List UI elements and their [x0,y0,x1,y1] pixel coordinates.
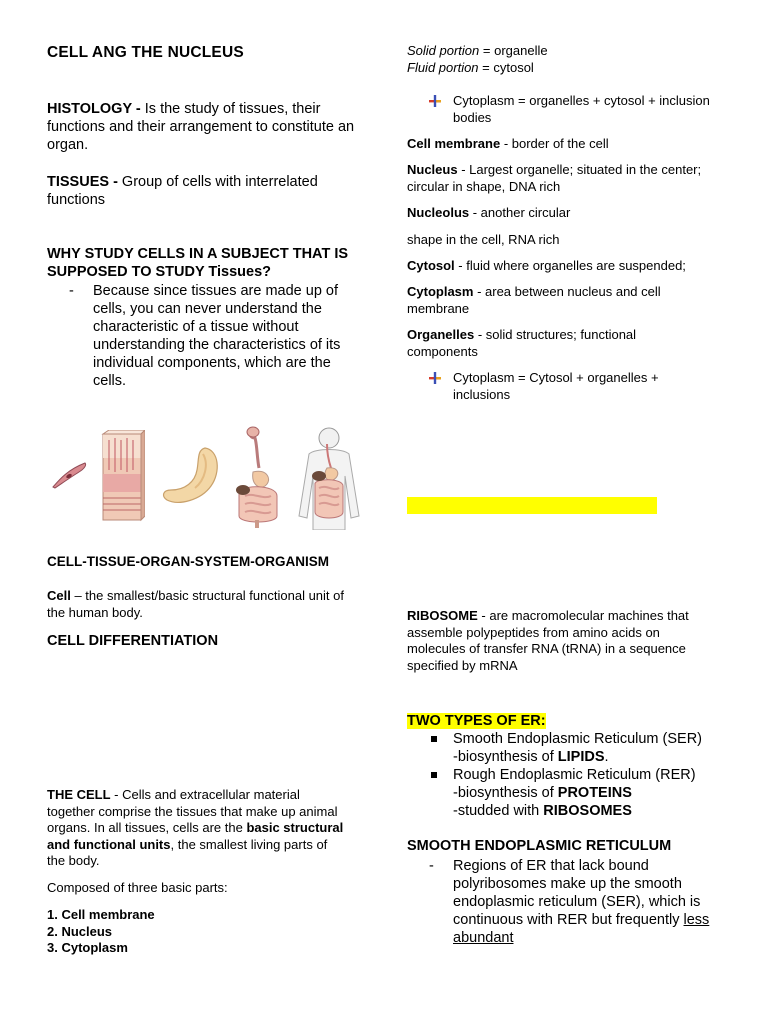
list-item: 1. Cell membrane [47,907,155,922]
rer-studded [453,802,733,820]
rer-function-text: -biosynthesis of [453,785,558,801]
composed-of-text: Composed of three basic parts: [47,880,228,895]
rer-function [453,784,733,802]
ser-function-text: -biosynthesis of [453,749,558,765]
fluid-portion-line [407,60,534,77]
definition-item [407,136,727,153]
ribosome-paragraph [407,608,722,674]
definition-term: Nucleolus [407,205,470,220]
ser-heading: SMOOTH ENDOPLASMIC RETICULUM [407,838,672,854]
histology-definition: Is the study of tissues, their functions and their arrangement to constitute an organ. [47,101,355,153]
histology-paragraph [47,100,362,154]
definition-text: - border of the cell [500,136,609,151]
square-bullet-icon [431,772,437,778]
ser-description [453,857,723,947]
list-item [407,730,732,770]
why-study-heading: WHY STUDY CELLS IN A SUBJECT THAT IS SUPPOSED TO STUDY Tissues? [47,246,349,280]
ser-description-text: Regions of ER that lack bound polyribosomes make up the smooth endoplasmic reticulum (SER), which is continuous with RER but frequently [453,858,701,928]
the-cell-paragraph [47,787,347,870]
dash-marker: - [429,858,434,874]
cell-definition [47,588,362,621]
tissues-definition: Group of cells with interrelated functions [47,174,318,208]
rer-studded-text: -studded with [453,803,544,819]
tissues-paragraph [47,173,347,209]
dash-marker: - [69,283,74,299]
bullet-text: Cytoplasm = organelles + cytosol + inclusion bodies [453,93,710,125]
fluid-portion-label: Fluid portion [407,60,479,75]
why-study-list [47,282,367,392]
definition-item [407,258,727,275]
definition-item [407,162,702,195]
tissue-block-illustration [101,430,145,522]
tissues-term: TISSUES - [47,174,118,190]
definition-text: - fluid where organelles are suspended; [454,258,686,273]
ser-function-period: . [604,749,609,765]
ribosome-definition: - are macromolecular machines that assemble polypeptides from amino acids on molecules of transfer RNA (tRNA) in a sequence specified by mRNA [407,608,689,673]
list-item: 2. Nucleus [47,923,113,939]
definition-item [407,205,727,222]
definition-term: Cell membrane [407,136,501,151]
er-types-heading-text: TWO TYPES OF ER: [407,713,546,729]
list-item [407,370,727,404]
the-cell-text-2: , the smallest living parts of the body. [47,836,328,868]
bullet-text: Cytoplasm = Cytosol + organelles + inclusions [453,370,659,402]
ser-title: Smooth Endoplasmic Reticulum (SER) [453,731,703,747]
er-types-heading [407,712,546,730]
definition-term: Cytoplasm [407,284,474,299]
solid-portion-label: Solid portion [407,43,480,58]
definition-text: - another circular [469,205,571,220]
list-item [407,766,732,822]
solid-portion-line [407,43,548,60]
page-title: CELL ANG THE NUCLEUS [47,44,244,61]
list-item: 3. Cytoplasm [47,940,128,955]
definition-term: Organelles [407,327,475,342]
definition-text: - Largest organelle; situated in the center; circular in shape, DNA rich [407,162,702,194]
definition-term: Cytosol [407,258,455,273]
rer-title: Rough Endoplasmic Reticulum (RER) [453,767,696,783]
ser-description-underlined: less abundant [453,912,710,946]
square-bullet-icon [431,736,437,742]
histology-term: HISTOLOGY - [47,101,141,117]
ser-function-bold: LIPIDS [557,749,605,765]
cell-definition-text: – the smallest/basic structural functional unit of the human body. [47,588,344,620]
definition-item [407,284,707,317]
cell-differentiation-heading: CELL DIFFERENTIATION [47,633,219,649]
the-cell-text-1: - Cells and extracellular material together comprise the tissues that make up animal organs. In all tissues, cells are the [47,787,338,835]
definition-text: shape in the cell, RNA rich [407,232,560,247]
definition-text: - area between nucleus and cell membrane [407,284,661,316]
stomach-organ-illustration [159,444,225,508]
the-cell-bold-text: basic structural and functional units [47,820,344,852]
ser-description-list [407,857,732,952]
human-body-organism-illustration [293,426,365,530]
why-study-text: Because since tissues are made up of cells, you can never understand the characteristic of a tissue without understanding the characteristics of its individual components, which are the cells. [93,283,341,389]
solid-portion-value: = organelle [479,43,548,58]
illustration-row [51,424,367,530]
the-cell-term: THE CELL [47,787,111,802]
list-item [407,93,727,127]
definition-item [407,327,687,360]
rer-function-bold: PROTEINS [557,785,632,801]
hierarchy-heading: CELL-TISSUE-ORGAN-SYSTEM-ORGANISM [47,554,329,569]
fluid-portion-value: = cytosol [478,60,534,75]
cell-parts-list [47,907,155,957]
ser-function [453,748,733,766]
cell-illustration [51,460,89,490]
digestive-system-illustration [233,424,283,530]
definition-item [407,232,727,249]
cell-term: Cell [47,588,71,603]
rer-studded-bold: RIBOSOMES [543,803,632,819]
highlight-bar [407,497,657,514]
definition-term: Nucleus [407,162,458,177]
cross-bullet-icon [427,372,443,384]
cross-bullet-icon [427,95,443,107]
ribosome-term: RIBOSOME [407,608,478,623]
definition-text: - solid structures; functional components [407,327,637,359]
